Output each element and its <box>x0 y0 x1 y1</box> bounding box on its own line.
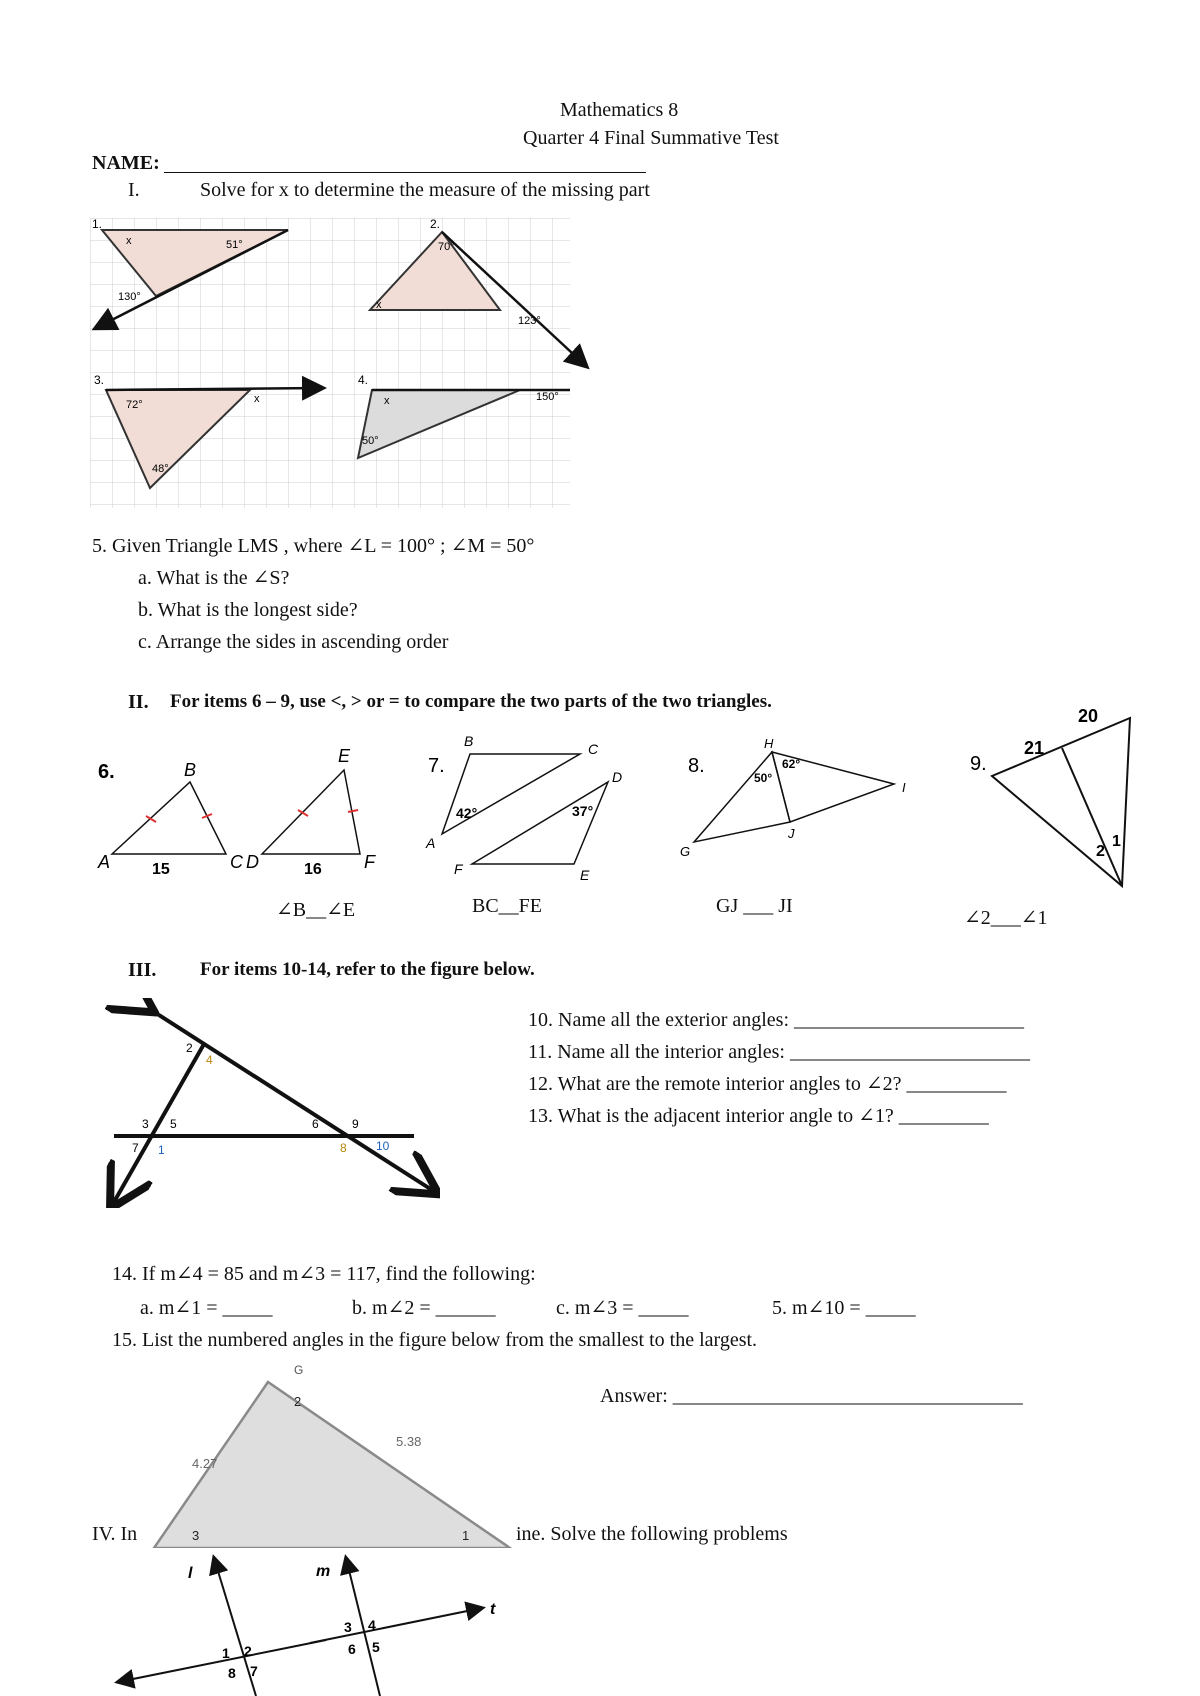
triangle-angle-1: 1 <box>462 1528 470 1543</box>
item8-number: 8. <box>688 755 705 777</box>
angle-label-3: 3 <box>142 1117 149 1131</box>
item6-label-e: E <box>338 746 351 766</box>
angle-2: 2 <box>244 1643 252 1659</box>
angle-label-2: 2 <box>186 1041 193 1055</box>
line-top-to-right <box>148 1008 432 1190</box>
label-n1: 1. <box>92 218 103 231</box>
item7-label-e: E <box>580 867 590 883</box>
angle-8: 8 <box>228 1665 236 1681</box>
item8-label-h: H <box>764 736 774 751</box>
item6-tick-ef <box>348 810 358 812</box>
item7-angle-42: 42° <box>456 805 478 821</box>
question-11[interactable]: 11. Name all the interior angles: ________________________ <box>528 1041 1030 1063</box>
question-13[interactable]: 13. What is the adjacent interior angle to ∠1? _________ <box>528 1105 989 1127</box>
item6-side-15: 15 <box>152 861 170 878</box>
item6-number: 6. <box>98 761 115 783</box>
angle-label-8: 8 <box>340 1141 347 1155</box>
item6-label-d: D <box>246 852 259 872</box>
triangle-side-538: 5.38 <box>396 1434 422 1449</box>
angle-6: 6 <box>348 1641 356 1657</box>
name-field[interactable] <box>164 172 646 173</box>
item6-triangle-def <box>262 770 360 854</box>
question-15: 15. List the numbered angles in the figure below from the smallest to the largest. <box>112 1329 758 1351</box>
label-n3: 3. <box>94 373 105 387</box>
part3-instruction: For items 10-14, refer to the figure below. <box>200 959 535 980</box>
label-l: l <box>188 1565 193 1582</box>
triangle-angle-2: 2 <box>294 1394 302 1409</box>
label-x-3: x <box>254 393 260 405</box>
triangle-vertex-g: G <box>294 1363 304 1377</box>
answer-line[interactable]: Answer: ___________________________________ <box>600 1385 1023 1407</box>
item7-triangle-fde <box>472 782 608 864</box>
item9-bisector <box>1062 748 1122 886</box>
label-n2: 2. <box>430 218 441 231</box>
item8-angle-62: 62° <box>782 757 801 771</box>
triangle-angle-3: 3 <box>192 1528 200 1543</box>
part1-roman: I. <box>128 179 140 201</box>
item7-triangle-abc <box>442 754 580 834</box>
question-12[interactable]: 12. What are the remote interior angles to ∠2? __________ <box>528 1073 1007 1095</box>
question-15-figure <box>150 1360 530 1548</box>
item6-triangle-abc <box>112 782 226 854</box>
question-14-a[interactable]: a. m∠1 = _____ <box>140 1297 273 1319</box>
part2-roman: II. <box>128 691 149 713</box>
label-72: 72° <box>126 399 143 411</box>
angle-label-4: 4 <box>206 1053 213 1067</box>
item9-angle-2: 2 <box>1096 843 1105 860</box>
part1-instruction: Solve for x to determine the measure of the missing part <box>200 179 650 201</box>
item6-compare[interactable]: ∠B__∠E <box>276 899 356 921</box>
label-x-2: x <box>376 299 382 311</box>
angle-5: 5 <box>372 1639 380 1655</box>
line-steep <box>114 1044 204 1202</box>
question-14-b[interactable]: b. m∠2 = ______ <box>352 1297 496 1319</box>
label-n4: 4. <box>358 373 369 387</box>
angle-1: 1 <box>222 1645 230 1661</box>
item5-stem: 5. Given Triangle LMS , where ∠L = 100° ; ∠M = 50° <box>92 535 535 557</box>
item9-triangle <box>992 718 1130 886</box>
label-48: 48° <box>152 463 169 475</box>
question-14-c[interactable]: c. m∠3 = _____ <box>556 1297 689 1319</box>
angle-label-9: 9 <box>352 1117 359 1131</box>
part1-figure <box>90 218 610 508</box>
angle-label-5: 5 <box>170 1117 177 1131</box>
item9-side-20: 20 <box>1078 706 1099 726</box>
item7-label-c: C <box>588 741 599 757</box>
label-70: 70° <box>438 241 455 253</box>
item8-label-j: J <box>788 826 795 841</box>
question-14-stem: 14. If m∠4 = 85 and m∠3 = 117, find the following: <box>112 1263 536 1285</box>
question-14-d[interactable]: 5. m∠10 = _____ <box>772 1297 916 1319</box>
label-x-1: x <box>126 235 132 247</box>
part3-figure <box>100 998 440 1208</box>
item6-label-b: B <box>184 760 197 780</box>
label-50: 50° <box>362 435 379 447</box>
item5-b: b. What is the longest side? <box>138 599 358 621</box>
item6-label-a: A <box>98 852 111 872</box>
item8-compare[interactable]: GJ ___ JI <box>716 895 793 917</box>
part4-suffix: ine. Solve the following problems <box>516 1523 788 1545</box>
item8-label-i: I <box>902 780 906 795</box>
item6-figure <box>92 736 392 886</box>
item7-figure <box>420 730 640 890</box>
item9-figure <box>970 700 1150 900</box>
part4-figure <box>110 1554 510 1696</box>
item7-label-b: B <box>464 733 474 749</box>
label-t: t <box>490 1601 496 1618</box>
item7-label-f: F <box>454 861 463 877</box>
item8-label-g: G <box>680 844 691 859</box>
angle-label-10: 10 <box>376 1139 390 1153</box>
item7-compare[interactable]: BC__FE <box>472 895 543 917</box>
item6-side-16: 16 <box>304 861 322 878</box>
question-10[interactable]: 10. Name all the exterior angles: _______________________ <box>528 1009 1025 1031</box>
item7-angle-37: 37° <box>572 803 594 819</box>
line-t-right <box>310 1608 482 1643</box>
angle-3: 3 <box>344 1619 352 1635</box>
item7-number: 7. <box>428 755 445 777</box>
item8-angle-50: 50° <box>754 771 773 785</box>
item9-compare[interactable]: ∠2___∠1 <box>964 907 1048 929</box>
triangle-side-427: 4.27 <box>192 1456 218 1471</box>
item9-number: 9. <box>970 753 987 775</box>
label-51: 51° <box>226 239 243 251</box>
item7-label-a: A <box>426 835 436 851</box>
item7-label-d: D <box>612 769 623 785</box>
label-130: 130° <box>118 291 141 303</box>
angle-label-1: 1 <box>158 1143 165 1157</box>
angle-4: 4 <box>368 1617 376 1633</box>
name-label: NAME: <box>92 152 160 174</box>
item5-c: c. Arrange the sides in ascending order <box>138 631 449 653</box>
label-x-4: x <box>384 395 390 407</box>
label-m: m <box>316 1563 331 1580</box>
angle-label-6: 6 <box>312 1117 319 1131</box>
item6-label-f: F <box>364 852 375 872</box>
part2-instruction: For items 6 – 9, use <, > or = to compare the two parts of the two triangles. <box>170 691 772 712</box>
subject-title: Mathematics 8 <box>560 99 679 121</box>
angle-label-7: 7 <box>132 1141 139 1155</box>
angle-7: 7 <box>250 1663 258 1679</box>
label-123: 123° <box>518 315 541 327</box>
item8-figure <box>680 736 920 866</box>
item5-a: a. What is the ∠S? <box>138 567 290 589</box>
item9-side-21: 21 <box>1024 738 1045 758</box>
label-150: 150° <box>536 391 559 403</box>
item6-label-c: C <box>230 852 243 872</box>
item9-angle-1: 1 <box>1112 833 1121 850</box>
test-title: Quarter 4 Final Summative Test <box>523 127 779 149</box>
part4-prefix: IV. In <box>92 1523 138 1545</box>
part3-roman: III. <box>128 959 157 981</box>
